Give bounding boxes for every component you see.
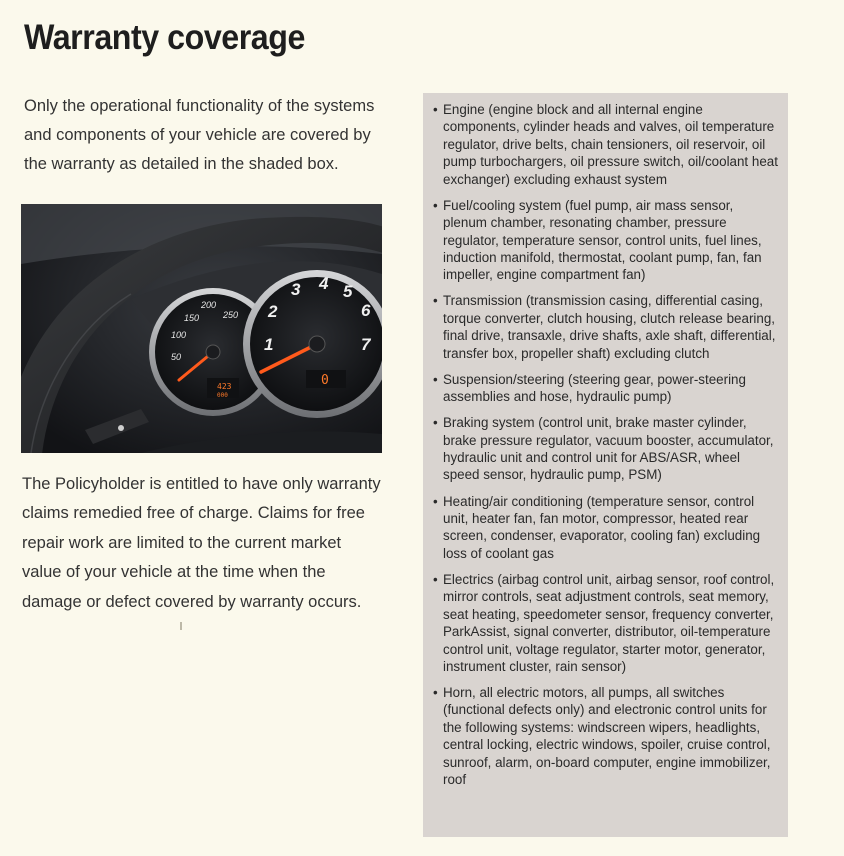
coverage-item-text: Suspension/steering (steering gear, power-steering assemblies and hose, hydraulic pump) <box>443 371 746 405</box>
speedo-tick: 250 <box>223 310 239 320</box>
speedo-tick: 100 <box>171 330 187 340</box>
page-speck <box>180 622 182 630</box>
gear-readout: 0 <box>321 373 329 388</box>
coverage-item <box>433 101 778 188</box>
bullet-icon: • <box>433 293 438 309</box>
coverage-item <box>433 493 778 563</box>
bullet-icon: • <box>433 493 438 509</box>
page-title: Warranty coverage <box>24 18 305 57</box>
bullet-icon: • <box>433 571 438 587</box>
bullet-icon: • <box>433 197 438 213</box>
bullet-icon: • <box>433 371 438 387</box>
coverage-item-text: Electrics (airbag control unit, airbag sensor, roof control, mirror controls, seat adjustment controls, seat memory, seat heating, speedometer sensor, frequency converter, ParkAssist, signal converter, distributor, oil-temperature control unit, voltage regulator, starter motor, generator, instrument cluster, rain sensor) <box>443 571 775 674</box>
tacho-tick: 5 <box>343 282 353 301</box>
intro-paragraph: Only the operational functionality of the systems and components of your vehicle are covered by the warranty as detailed in the shaded box. <box>24 97 375 173</box>
coverage-item-text: Engine (engine block and all internal engine components, cylinder heads and valves, oil temperature regulator, drive belts, chain tensioners, oil reservoir, oil pump turbochargers, oil pressure switch, oil/coolant heat exchanger) excluding exhaust system <box>443 102 778 187</box>
coverage-item-text: Horn, all electric motors, all pumps, all switches (functional defects only) and electronic control units for the following systems: windscreen wipers, headlights, central locking, electric windows, spoiler, cruise control, sunroof, alarm, on-board computer, engine immobilizer, roof <box>443 685 771 788</box>
coverage-item <box>433 371 778 406</box>
bullet-icon: • <box>433 685 438 700</box>
coverage-item <box>433 414 778 484</box>
bullet-icon: • <box>433 415 438 431</box>
tacho-tick: 6 <box>361 301 371 320</box>
coverage-item-text: Transmission (transmission casing, differential casing, torque converter, clutch housing, clutch release bearing, final drive, transaxle, drive shafts, axle shaft, differential, transfer box, propeller shaft) excluding clutch <box>443 293 776 361</box>
tacho-tick: 4 <box>319 274 329 293</box>
speedo-tick: 200 <box>201 300 217 310</box>
speedo-tick: 50 <box>171 352 182 362</box>
tacho-tick: 7 <box>361 335 371 354</box>
tacho-tick: 1 <box>264 335 274 354</box>
coverage-item-text: Heating/air conditioning (temperature sensor, control unit, heater fan, fan motor, compressor, heated rear screen, condenser, evaporator, cooling fan) excluding loss of coolant gas <box>443 493 761 561</box>
coverage-item-text: Braking system (control unit, brake master cylinder, brake pressure regulator, vacuum booster, accumulator, hydraulic unit and control unit for ABS/ASR, wheel speed sensor, hydraulic pump, PSM) <box>443 415 774 483</box>
odometer-readout: 423 <box>217 382 232 391</box>
coverage-item <box>433 197 778 284</box>
tacho-tick: 2 <box>268 302 278 321</box>
coverage-list <box>433 101 778 788</box>
trip-readout: 000 <box>217 392 228 399</box>
policyholder-paragraph: The Policyholder is entitled to have only warranty claims remedied free of charge. Claims for free repair work are limited to the current market value of your vehicle at the time when the damage or defect covered by warranty occurs. <box>22 475 381 611</box>
tacho-tick: 3 <box>291 280 301 299</box>
dashboard-photo <box>21 204 382 453</box>
coverage-box <box>423 93 788 837</box>
coverage-item <box>433 292 778 362</box>
coverage-item <box>433 571 778 675</box>
bullet-icon: • <box>433 102 438 117</box>
speedo-tick: 150 <box>184 313 200 323</box>
coverage-item-text: Fuel/cooling system (fuel pump, air mass sensor, plenum chamber, resonating chamber, pressure regulator, temperature sensor, control units, fuel lines, induction manifold, thermostat, coolant pump, fan, fan impeller, engine compartment fan) <box>443 197 762 283</box>
coverage-item <box>433 684 778 788</box>
